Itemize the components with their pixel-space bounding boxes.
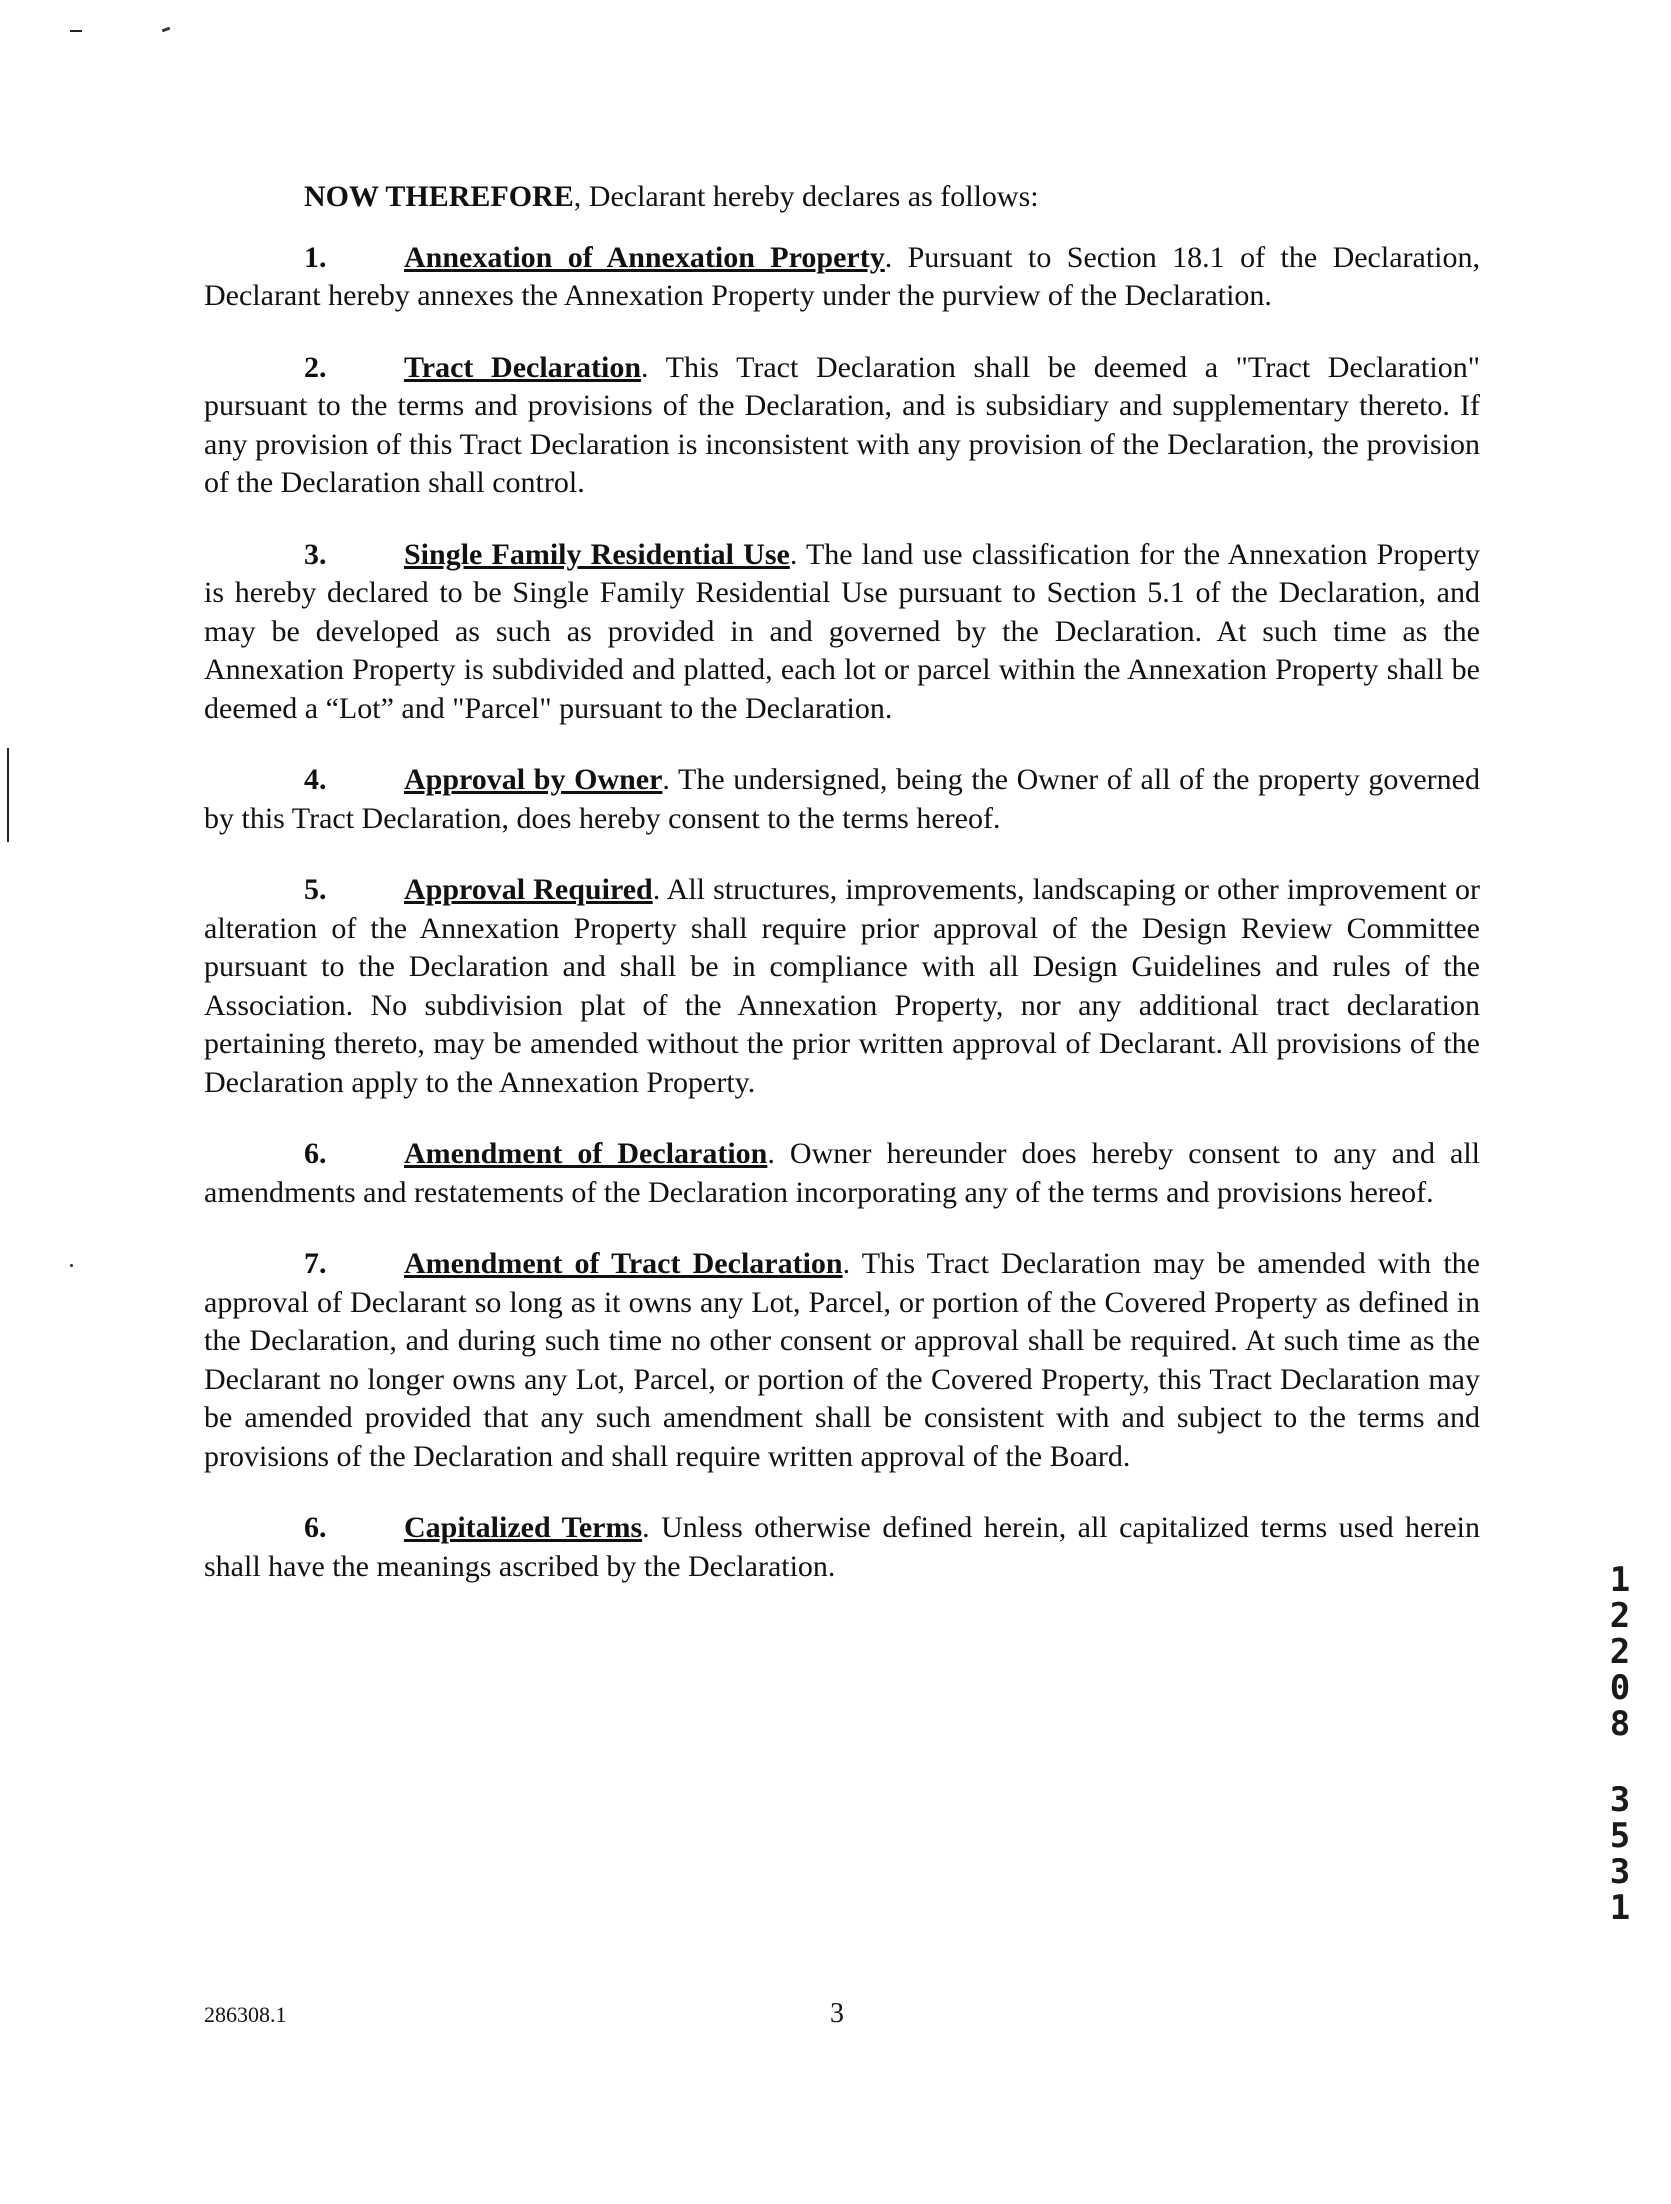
section-paragraph — [204, 536, 1480, 729]
intro-paragraph — [204, 178, 1480, 217]
section-paragraph — [204, 349, 1480, 503]
stamp-digit: 1 — [1609, 1560, 1631, 1600]
scan-mark — [162, 27, 171, 33]
scan-speck — [70, 1264, 73, 1267]
document-body — [204, 178, 1480, 1619]
section-heading: Capitalized Terms — [404, 1511, 643, 1544]
section-paragraph — [204, 239, 1480, 316]
stamp-digit: 1 — [1609, 1888, 1631, 1928]
section-heading: Amendment of Tract Declaration — [404, 1247, 843, 1280]
section-text: . The land use classification for the Annexation Property is hereby declared to be Single Family Residential Use pursuant to Section 5.1 of the Declaration, and may be developed as such as provided in and governed by the Declaration. At such time as the Annexation Property is subdivided and platted, each lot or parcel within the Annexation Property shall be deemed a “Lot” and "Parcel" pursuant to the Declaration. — [204, 537, 1480, 725]
section-paragraph — [204, 1135, 1480, 1212]
section-text: . This Tract Declaration may be amended with the approval of Declarant so long as it owns any Lot, Parcel, or portion of the Covered Property as defined in the Declaration, and during such time no other consent or approval shall be required. At such time as the Declarant no longer owns any Lot, Parcel, or portion of the Covered Property, this Tract Declaration may be amended provided that any such amendment shall be consistent with and subject to the terms and provisions of the Declaration and shall require written approval of the Board. — [204, 1247, 1480, 1473]
section-paragraph — [204, 1245, 1480, 1476]
scan-mark — [70, 30, 82, 32]
recording-stamp — [1600, 1562, 1640, 1926]
section-text: . Owner hereunder does hereby consent to any and all amendments and restatements of the Declaration incorporating any of the terms and provisions hereof. — [204, 1137, 1480, 1209]
section-heading: Approval Required — [404, 873, 653, 906]
section-number: 6. — [304, 1137, 327, 1170]
section-number: 4. — [304, 763, 327, 796]
section-heading: Single Family Residential Use — [404, 537, 790, 571]
stamp-digit: 2 — [1609, 1632, 1631, 1672]
section-number: 6. — [304, 1511, 327, 1544]
section-heading: Amendment of Declaration — [404, 1137, 768, 1170]
intro-lead: NOW THEREFORE — [304, 180, 574, 213]
section-heading: Approval by Owner — [404, 763, 663, 796]
stamp-digit: 2 — [1609, 1596, 1631, 1636]
stamp-gap — [1600, 1742, 1640, 1782]
document-id: 286308.1 — [204, 2002, 287, 2027]
stamp-digit: 3 — [1609, 1780, 1631, 1820]
section-paragraph — [204, 871, 1480, 1102]
section-number: 7. — [304, 1247, 327, 1280]
section-text: . Unless otherwise defined herein, all capitalized terms used herein shall have the meanings ascribed by the Declaration. — [204, 1511, 1480, 1583]
stamp-digit: 5 — [1609, 1816, 1631, 1856]
stamp-digit: 0 — [1609, 1668, 1631, 1708]
stamp-digit: 8 — [1609, 1704, 1631, 1744]
section-heading: Tract Declaration — [404, 350, 642, 384]
section-paragraph — [204, 761, 1480, 838]
section-text: . All structures, improvements, landscaping or other improvement or alteration of the Annexation Property shall require prior approval of the Design Review Committee pursuant to the Declaration and shall be in compliance with all Design Guidelines and rules of the Association. No subdivision plat of the Annexation Property, nor any additional tract declaration pertaining thereto, may be amended without the prior written approval of Declarant. All provisions of the Declaration apply to the Annexation Property. — [204, 873, 1480, 1099]
stamp-digit: 3 — [1609, 1852, 1631, 1892]
section-number: 3. — [304, 537, 327, 571]
section-number: 2. — [304, 350, 327, 384]
section-paragraph — [204, 1509, 1480, 1586]
section-number: 5. — [304, 873, 327, 906]
section-text: . This Tract Declaration shall be deemed a "Tract Declaration" pursuant to the terms and provisions of the Declaration, and is subsidiary and supplementary thereto. If any provision of this Tract Declaration is inconsistent with any provision of the Declaration, the provision of the Declaration shall control. — [204, 350, 1480, 499]
intro-rest: , Declarant hereby declares as follows: — [573, 180, 1039, 213]
page-number: 3 — [830, 1998, 844, 2029]
section-text: . The undersigned, being the Owner of all of the property governed by this Tract Declaration, does hereby consent to the terms hereof. — [204, 763, 1480, 835]
section-number: 1. — [304, 240, 327, 274]
margin-bar — [7, 748, 9, 842]
section-text: . Pursuant to Section 18.1 of the Declaration, Declarant hereby annexes the Annexation Property under the purview of the Declaration. — [204, 240, 1480, 312]
section-heading: Annexation of Annexation Property — [404, 240, 885, 274]
